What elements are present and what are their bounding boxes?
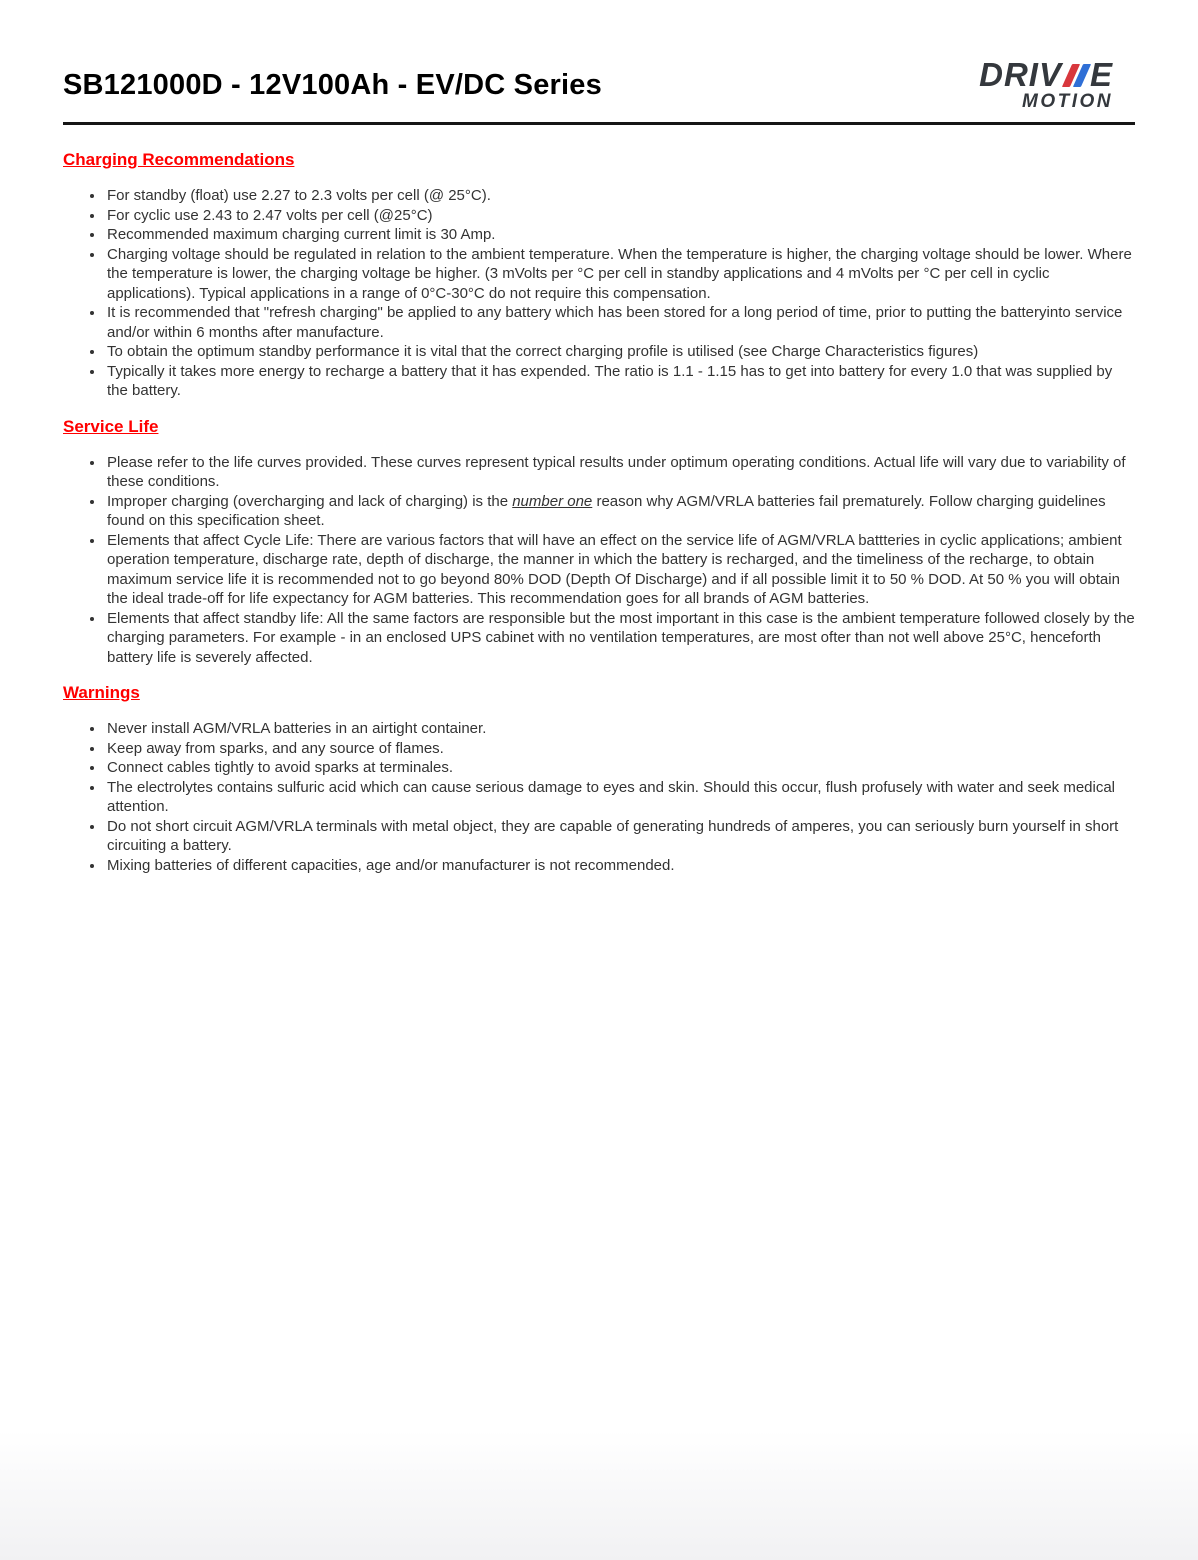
bullet-text: Please refer to the life curves provided. These curves represent typical results under optimum operating conditions. Actual life will vary due to variability of these conditions. xyxy=(107,453,1126,490)
bullet-text: Improper charging (overcharging and lack of charging) is the xyxy=(107,492,513,510)
bullet-text: It is recommended that "refresh charging" be applied to any battery which has been stored for a long period of time, prior to putting the batteryinto service and/or within 6 months after manufacture. xyxy=(107,304,1123,341)
bullet-text: For cyclic use 2.43 to 2.47 volts per cell (@25°C) xyxy=(107,206,433,224)
list-item xyxy=(105,186,1135,206)
list-item xyxy=(105,856,1135,876)
list-item xyxy=(105,342,1135,362)
bullet-text: Connect cables tightly to avoid sparks at terminales. xyxy=(107,759,454,776)
list-item xyxy=(105,303,1135,342)
logo-text-e: E xyxy=(1089,56,1113,93)
list-item xyxy=(105,362,1135,401)
list-item xyxy=(105,225,1135,245)
drivemotion-logo xyxy=(979,58,1113,112)
section-heading: Charging Recommendations xyxy=(63,150,295,169)
section-heading: Service Life xyxy=(63,416,159,436)
bullet-list xyxy=(63,719,1135,875)
list-item xyxy=(105,492,1135,531)
list-item xyxy=(105,609,1135,668)
bullet-text: reason why AGM/VRLA batteries fail prematurely. Follow charging guidelines found on this specification sheet. xyxy=(107,492,1106,529)
bullet-text: Elements that affect standby life: All the same factors are responsible but the most important in this case is the ambient temperature followed closely by the charging parameters. For example - in an enclosed UPS cabinet with no ventilation temperatures, are most ofter than not well above 25°C, henceforth battery life is severely affected. xyxy=(107,609,1135,666)
bullet-text: Never install AGM/VRLA batteries in an airtight container. xyxy=(107,720,487,737)
list-item xyxy=(105,531,1135,609)
list-item xyxy=(105,245,1135,304)
bullet-text: To obtain the optimum standby performance it is vital that the correct charging profile is utilised (see Charge Characteristics figures) xyxy=(107,343,979,360)
bullet-text: Elements that affect Cycle Life: There are various factors that will have an effect on the service life of AGM/VRLA battteries in cyclic applications; ambient operation temperature, discharge rate, depth of discharge, the manner in which the battery is recharged, and the timeliness of the recharge, to obtain maximum service life it is recommended not to go beyond 80% DOD (Depth Of Discharge) and if all possible limit it to 50 % DOD. At 50 % you will obtain the ideal trade-off for life expectancy for AGM batteries. This recommendation goes for all brands of AGM batteries. xyxy=(107,531,1122,607)
logo-text-driv: DRIV xyxy=(979,56,1062,93)
page-bottom-fade xyxy=(0,1430,1198,1560)
list-item xyxy=(105,739,1135,759)
bullet-text: Do not short circuit AGM/VRLA terminals with metal object, they are capable of generating hundreds of amperes, you can seriously burn yourself in short circuiting a battery. xyxy=(107,817,1119,854)
bullet-text: Charging voltage should be regulated in relation to the ambient temperature. When the temperature is higher, the charging voltage should be lower. Where the temperature is lower, the charging voltage be higher. (3 mVolts per °C per cell in standby applications and 4 mVolts per °C per cell in cyclic applications). Typical applications in a range of 0°C-30°C do not require this compensation. xyxy=(107,245,1132,302)
emphasized-text: number one xyxy=(512,492,593,510)
bullet-text: Mixing batteries of different capacities, age and/or manufacturer is not recommended. xyxy=(107,856,675,874)
content xyxy=(63,150,1135,875)
bullet-text: Keep away from sparks, and any source of flames. xyxy=(107,739,444,757)
list-item xyxy=(105,206,1135,226)
header xyxy=(63,58,1135,125)
section-heading: Warnings xyxy=(63,683,140,702)
bullet-list xyxy=(63,186,1135,401)
bullet-text: For standby (float) use 2.27 to 2.3 volts per cell (@ 25°C). xyxy=(107,187,491,204)
logo-word-motion: MOTION xyxy=(1022,91,1113,112)
bullet-text: Typically it takes more energy to recharge a battery that it has expended. The ratio is 1.1 - 1.15 has to get into battery for every 1.0 that was supplied by the battery. xyxy=(107,362,1113,399)
list-item xyxy=(105,817,1135,856)
page-title: SB121000D - 12V100Ah - EV/DC Series xyxy=(63,69,602,101)
list-item xyxy=(105,453,1135,492)
list-item xyxy=(105,778,1135,817)
logo-word-drive xyxy=(979,58,1113,91)
bullet-text: The electrolytes contains sulfuric acid which can cause serious damage to eyes and skin. Should this occur, flush profusely with water and seek medical attention. xyxy=(107,778,1116,815)
bullet-list xyxy=(63,453,1135,668)
list-item xyxy=(105,719,1135,739)
bullet-text: Recommended maximum charging current limit is 30 Amp. xyxy=(107,226,496,243)
list-item xyxy=(105,758,1135,778)
